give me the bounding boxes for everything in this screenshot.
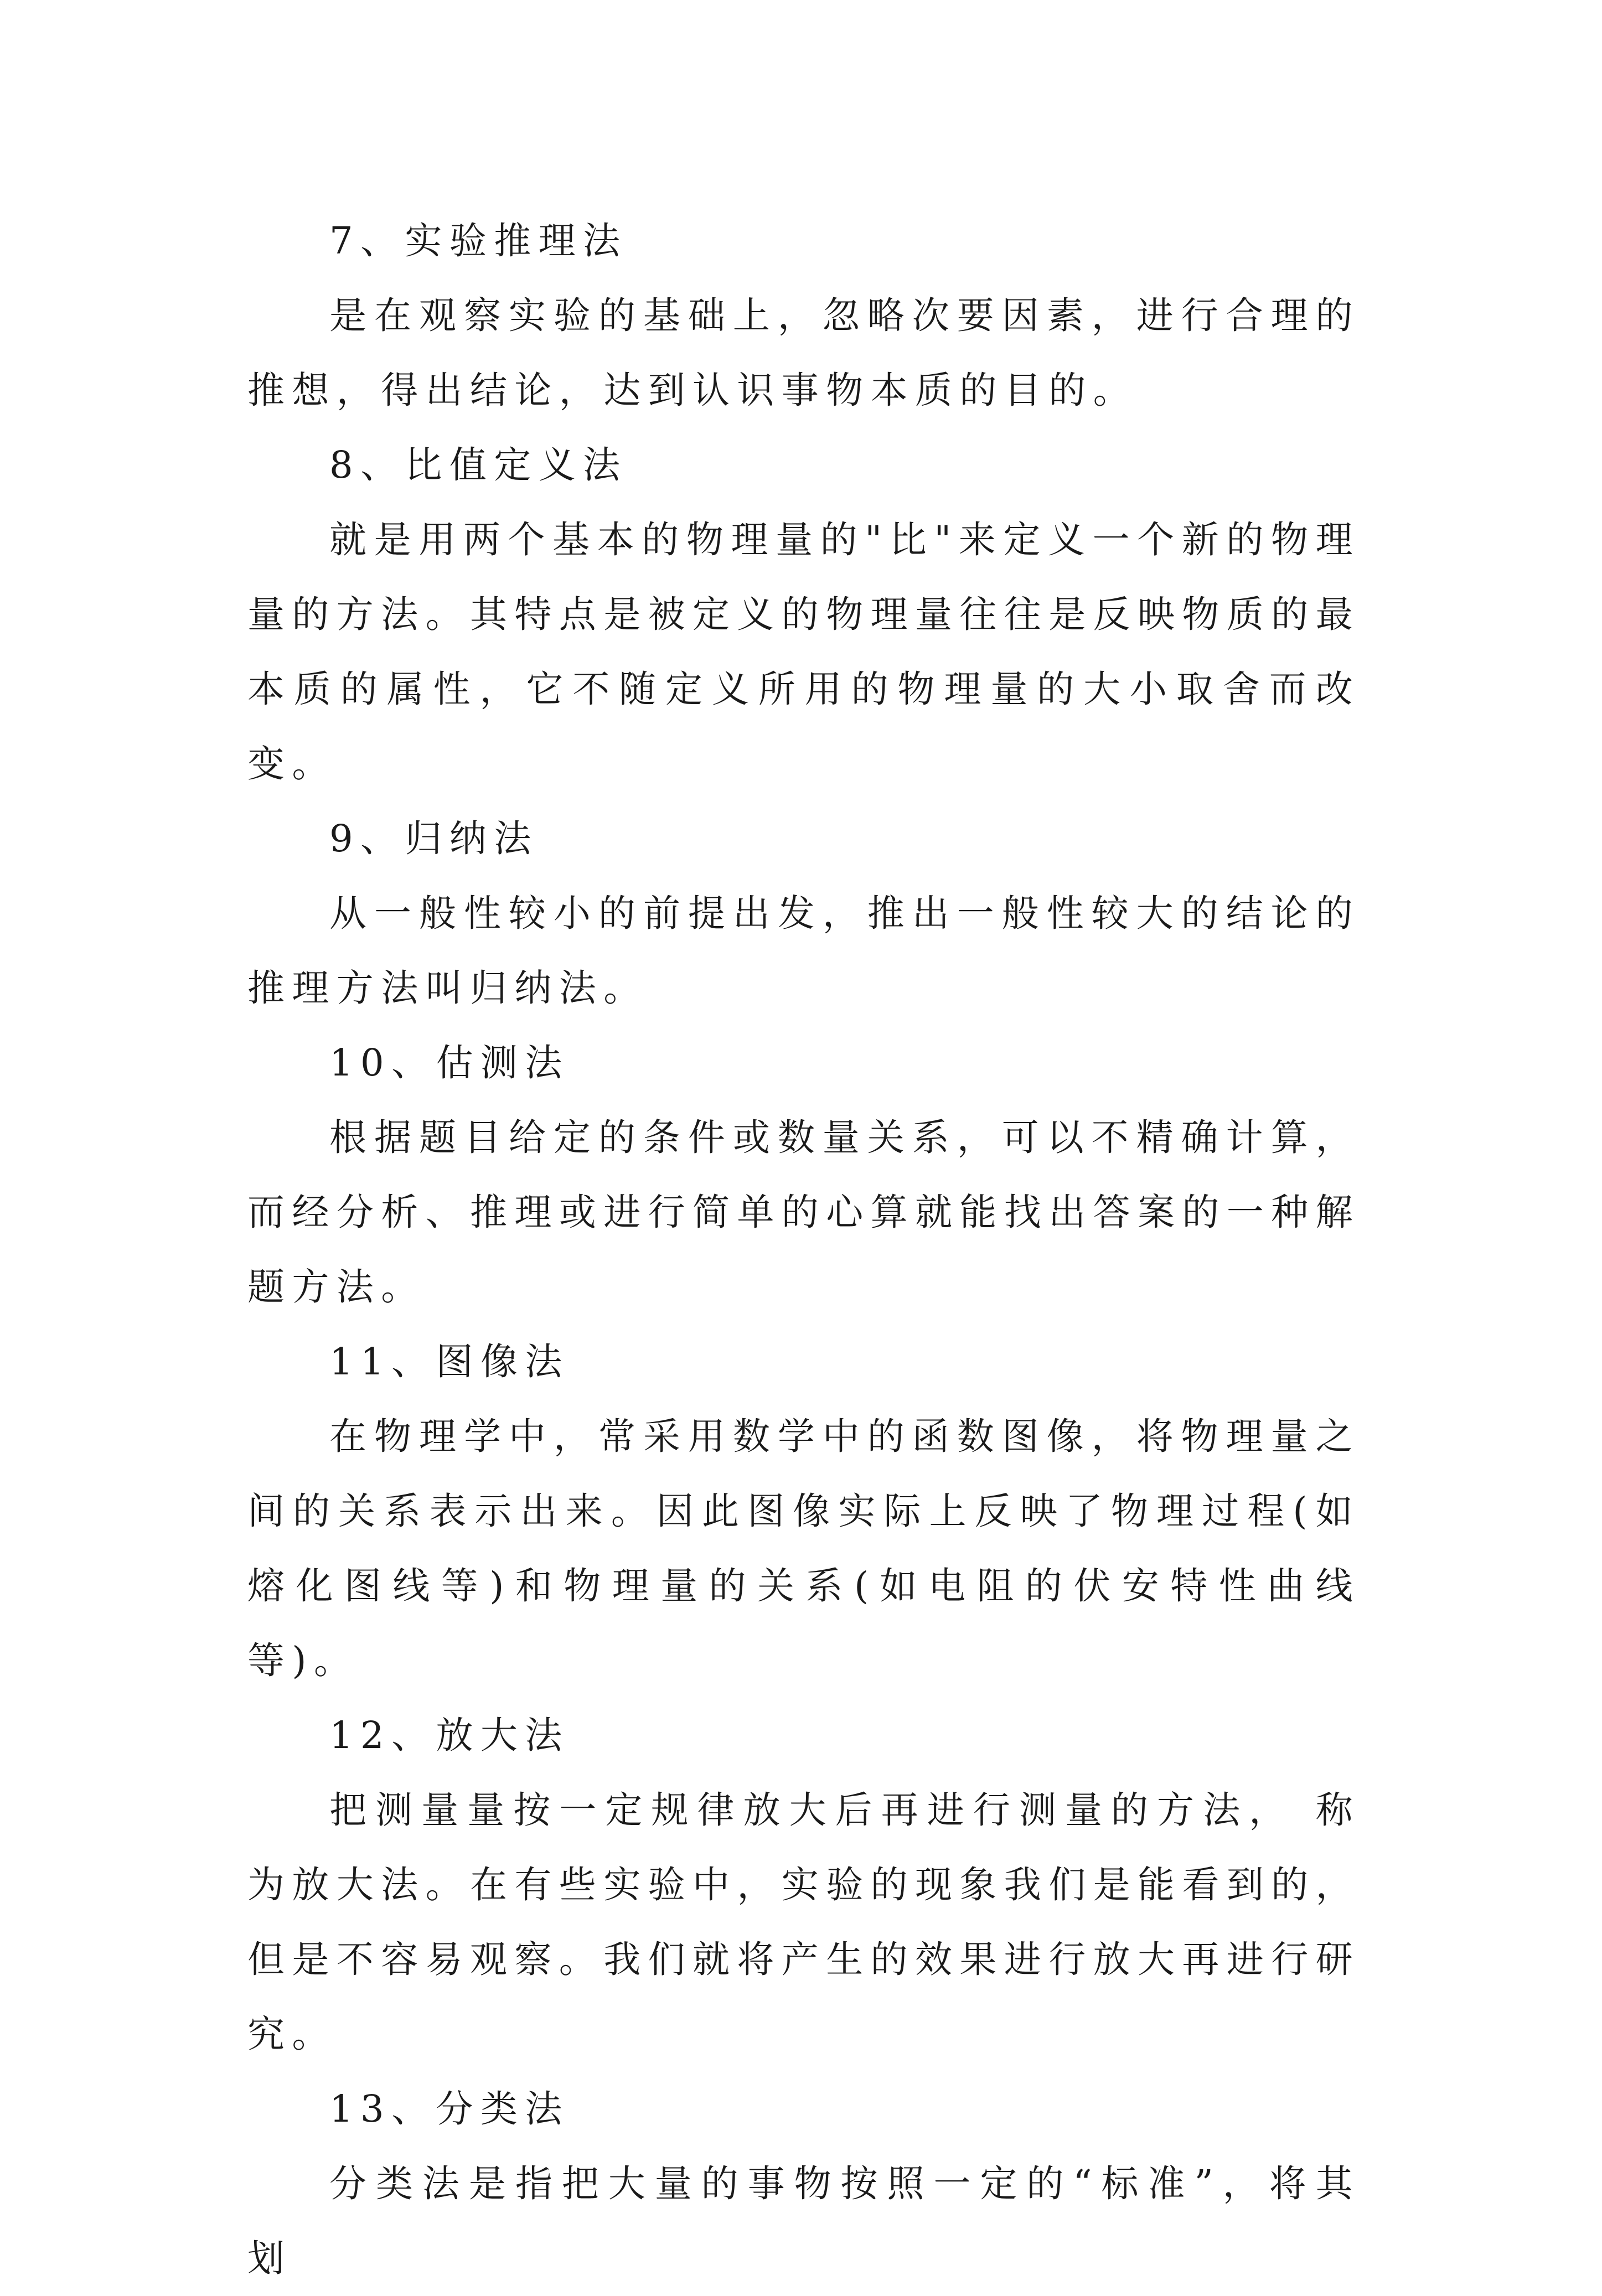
section-paragraph-10: 根据题目给定的条件或数量关系，可以不精确计算，而经分析、推理或进行简单的心算就能找出答案的一种解题方法。 <box>247 1116 1360 1309</box>
section-heading-9: 9、归纳法 <box>329 817 539 860</box>
section-paragraph-12: 把测量量按一定规律放大后再进行测量的方法， 称为放大法。在有些实验中，实验的现象我们是能看到的，但是不容易观察。我们就将产生的效果进行放大再进行研究。 <box>247 1788 1360 2056</box>
section-heading-10: 10、估测法 <box>329 1041 570 1084</box>
section-heading-13: 13、分类法 <box>329 2087 570 2130</box>
document-body <box>247 204 1360 2296</box>
section-paragraph-9: 从一般性较小的前提出发，推出一般性较大的结论的推理方法叫归纳法。 <box>247 892 1360 1010</box>
section-heading-11: 11、图像法 <box>329 1340 570 1383</box>
section-paragraph-11: 在物理学中，常采用数学中的函数图像，将物理量之间的关系表示出来。因此图像实际上反映了物理过程(如熔化图线等)和物理量的关系(如电阻的伏安特性曲线等)。 <box>247 1415 1360 1682</box>
section-heading-12: 12、放大法 <box>329 1714 570 1757</box>
section-paragraph-7: 是在观察实验的基础上，忽略次要因素，进行合理的推想，得出结论，达到认识事物本质的目的。 <box>247 294 1360 412</box>
section-paragraph-8: 就是用两个基本的物理量的"比"来定义一个新的物理量的方法。其特点是被定义的物理量往往是反映物质的最本质的属性，它不随定义所用的物理量的大小取舍而改变。 <box>247 518 1360 785</box>
section-paragraph-13: 分类法是指把大量的事物按照一定的“标准”，将其划 <box>247 2162 1360 2280</box>
section-heading-8: 8、比值定义法 <box>329 443 628 487</box>
section-heading-7: 7、实验推理法 <box>329 219 628 262</box>
